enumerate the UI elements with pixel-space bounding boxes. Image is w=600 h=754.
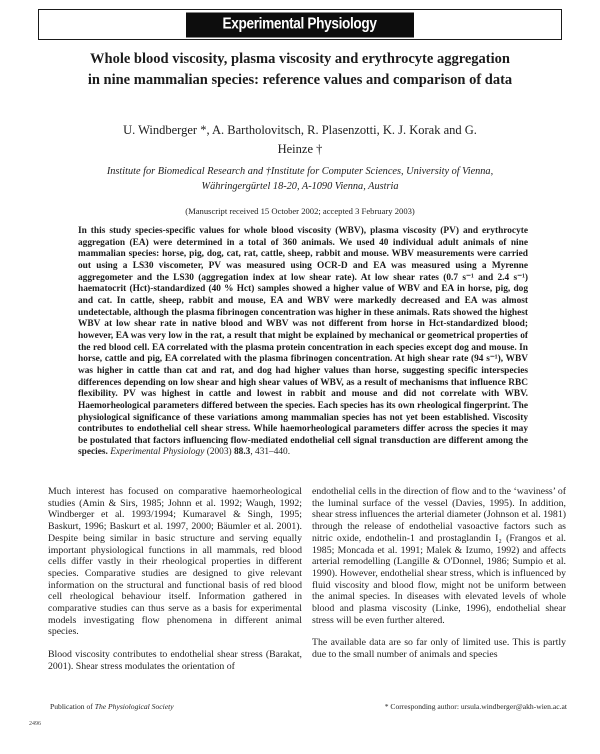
paragraph: The available data are so far only of limited use. This is partly due to the small number of animals and species <box>312 637 566 661</box>
paragraph: Blood viscosity contributes to endothelial shear stress (Barakat, 2001). Shear stress modulates the orientation of <box>48 649 302 672</box>
publication-prefix: Publication of <box>50 702 95 711</box>
body-columns <box>48 486 566 684</box>
abstract-citation-volume: 88.3 <box>233 447 251 458</box>
publication-note <box>50 702 174 711</box>
page-footer <box>50 702 567 711</box>
abstract <box>78 226 528 459</box>
journal-name: Experimental Physiology <box>222 15 378 33</box>
paper-title: Whole blood viscosity, plasma viscosity and erythrocyte aggregation in nine mammalian species: reference values and comparison of data <box>87 51 513 88</box>
left-column <box>48 486 302 684</box>
manuscript-note: (Manuscript received 15 October 2002; accepted 3 February 2003) <box>185 206 415 216</box>
abstract-text: In this study species-specific values for whole blood viscosity (WBV), plasma viscosity (PV) and erythrocyte aggregation (EA) were determined in a total of 360 animals. We used 40 individual adult animals of nine mammalian species: horse, pig, dog, cat, rat, cattle, sheep, rabbit and mouse. WBV measurements were carried out using a LS30 viscometer, PV was measured using OCR-D and EA was measured using a Myrenne aggregometer and the LS30 (aggregation index at low shear rate). At low shear rates (0.7 s⁻¹ and 2.4 s⁻¹) haematocrit (Hct)-standardized (40 % Hct) samples showed a higher value of WBV and EA in horse, pig, dog and cat. In cattle, sheep, rabbit and mouse, EA and WBV were markedly decreased and EA was almost undetectable, although the plasma fibrinogen concentration was higher in these animals. Rats showed the highest WBV at low shear rate in native blood and WBV was not different from horse in Hct-standardized blood; however, EA was very low in the rat, a result that might be explained by mechanical or geometrical properties of the red blood cell. EA correlated with the plasma protein concentration in each species except dog and mouse. In horse, cattle and pig, EA correlated with the plasma fibrinogen concentration. At high shear rate (94 s⁻¹), WBV was higher in cattle than cat and rat, and dog had higher values than horse, suggesting specific interspecies differences depending on low shear and high shear values of WBV, as a result of mechanisms that influence RBC flexibility. PV was highest in cattle and lowest in rabbit and mouse and did not correlate with WBV. Haemorheological parameters differed between the species. Each species has its own rheological fingerprint. The physiological significance of these variations among mammalian species has not yet been established. Viscosity contributes to endothelial cell shear stress. While haemorheological parameters differ across the species it may be postulated that factors influencing flow-mediated endothelial cell signal transduction are different among the species. <box>78 226 528 458</box>
abstract-citation-journal: Experimental Physiology <box>110 447 205 458</box>
paragraph: Much interest has focused on comparative haemorheological studies (Amin & Sirs, 1985; Johnn et al. 1992; Waugh, 1992; Windberger et al. 1993/1994; Kumaravel & Singh, 1995; Baskurt, 1996; Baskurt et al. 1997, 2000; Bäumler et al. 2001). Despite being similar in basic structure and serving equally important physiological functions in all mammals, red blood cells differ vastly in their rheological properties in different species. Comparative studies are designed to give relevant information on the structural and functional basis of red blood cell rheological behaviour itself. Information gathered in comparative studies can thus serve as a basis for experimental models investigating flow phenomena in different animal species. <box>48 486 302 638</box>
affiliation-line: Institute for Biomedical Research and †Institute for Computer Sciences, University of Vienna, Währingergürtel 18-20, A-1090 Vienna, Austria <box>106 166 494 192</box>
journal-banner <box>38 9 562 40</box>
paragraph: endothelial cells in the direction of flow and to the ‘waviness’ of the luminal surface of the vessel (Davies, 1995). In addition, shear stress influences the arterial diameter (Johnson et al. 1981) through the release of endothelial vasoactive factors such as nitric oxide, endothelin-1 and prostaglandin I₂ (Frangos et al. 1985; Moncada et al. 1991; Malek & Izumo, 1992) and affects arterial remodelling (Langille & O'Donnel, 1986; Sumpio et al. 1990). However, endothelial shear stress, which is influenced by fluid viscosity and blood flow, might not be uniform between the animal species. In diseases with elevated levels of whole blood and plasma viscosity (Linke, 1996), endothelial shear stress will be even further altered. <box>312 486 566 626</box>
manuscript-id: 2496 <box>29 721 41 727</box>
abstract-citation-pages: , 431–440. <box>250 447 291 458</box>
corresponding-author-note: * Corresponding author: ursula.windberger@akh-wien.ac.at <box>384 702 567 711</box>
publication-society: The Physiological Society <box>94 702 174 711</box>
journal-logo <box>186 12 414 37</box>
authors-line: U. Windberger *, A. Bartholovitsch, R. Plasenzotti, K. J. Korak and G. Heinze † <box>123 123 477 156</box>
right-column <box>312 486 566 684</box>
abstract-citation-year: (2003) <box>204 447 234 458</box>
